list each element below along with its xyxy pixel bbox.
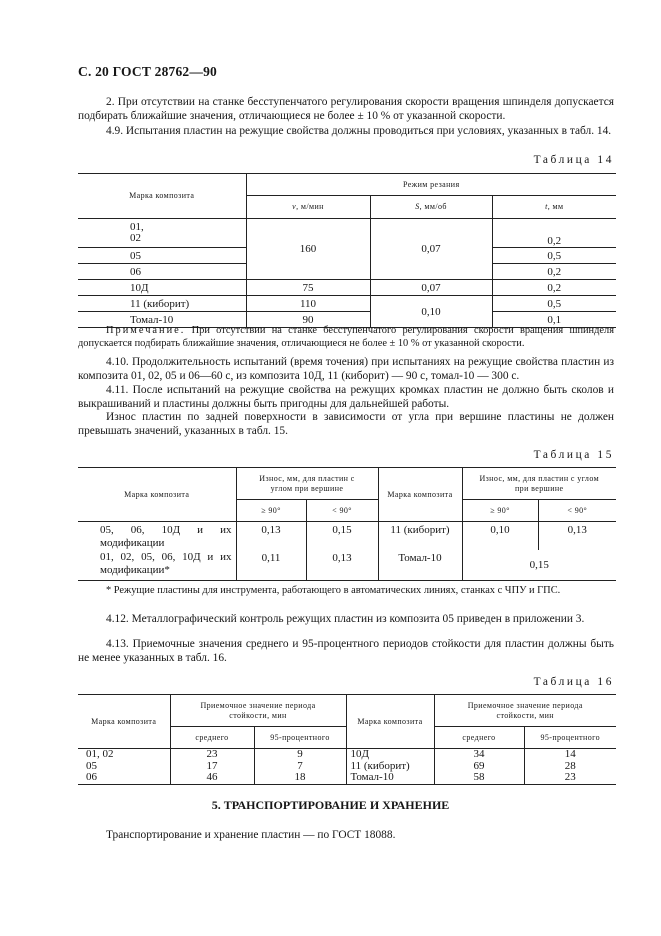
t15-cell: 0,15 [306,522,378,551]
t16-right-marka: 10Д 11 (киборит) Томал-10 [346,749,434,785]
t16-left-marka: 01, 02 05 06 [78,749,170,785]
t16-group-header: Приемочное значение периода стойкости, мин [170,695,346,727]
section-5-text: Транспортирование и хранение пластин — по ГОСТ 18088. [106,829,396,841]
t14-cell-t: 0,5 [492,296,616,312]
t14-col-s: S, мм/об [370,196,492,219]
t15-col-marka: Марка композита [378,468,462,522]
table-14-note: Примечание. При отсутствии на станке бесступенчатого регулирования скорости вращения шпинделя допускается подбирать ближайшие значения, отличающиеся не более ± 10 % от указанной скорости. [78,325,614,349]
t15-col-lt90: < 90° [306,500,378,522]
page-header: С. 20 ГОСТ 28762—90 [78,64,217,79]
t14-row-marka: 05 [78,248,246,264]
t15-cell: 0,13 [567,524,587,536]
t14-group-header: Режим резания [246,174,616,196]
t15-cell: 0,13 [236,522,306,551]
t16-group-header: Приемочное значение периода стойкости, мин [434,695,616,727]
t15-group-header: Износ, мм, для пластин с углом при вершине [236,468,378,500]
t14-cell-s: 0,07 [370,219,492,280]
t16-col-marka: Марка композита [78,695,170,749]
t15-col-ge90: ≥ 90° [462,500,538,522]
t16-col-95: 95-процентного [254,727,346,749]
paragraph-4-12: 4.12. Металлографический контроль режущих пластин из композита 05 приведен в приложении 3. [106,613,585,625]
t14-col-t: t, мм [492,196,616,219]
t14-cell-t: 0,5 [492,248,616,264]
t15-row-marka: 11 (киборит) [378,522,462,551]
t14-row-marka: 10Д [78,280,246,296]
t15-row-marka: 01, 02, 05, 06, 10Д и их модификации* [78,550,236,580]
t15-group-header: Износ, мм, для пластин с углом при вершине [462,468,616,500]
t15-cell-merged: 0,15 [462,550,616,580]
t14-row-marka: 06 [78,264,246,280]
t16-col-avg: среднего [434,727,524,749]
paragraph-4-11: 4.11. После испытаний на режущие свойства на режущих кромках пластин не должно быть сколов и выкрашиваний и пластины должны быть пригодны для дальнейшей работы. [78,384,614,410]
t15-col-marka: Марка композита [78,468,236,522]
table-14-note-text: При отсутствии на станке бесступенчатого регулирования скорости вращения шпинделя допускается подбирать ближайшие значения, отличающиеся не более ± 10 % от указанной скорости. [78,325,614,349]
t16-right-95: 14 28 23 [524,749,616,785]
t16-col-95: 95-процентного [524,727,616,749]
table-15-caption: Таблица 15 [533,449,614,461]
t15-col-ge90: ≥ 90° [236,500,306,522]
t14-cell-t: 0,2 [492,219,616,248]
t14-cell-s: 0,10 [370,296,492,328]
section-5-title: 5. ТРАНСПОРТИРОВАНИЕ И ХРАНЕНИЕ [211,798,450,812]
t15-col-lt90: < 90° [538,500,616,522]
t14-cell-t: 0,2 [492,280,616,296]
t16-left-avg: 23 17 46 [170,749,254,785]
table-16-caption: Таблица 16 [533,676,614,688]
table-14 [78,173,616,328]
paragraph-4-13: 4.13. Приемочные значения среднего и 95-процентного периодов стойкости для пластин должны быть не менее указанных в табл. 16. [78,638,614,664]
t16-right-avg: 34 69 58 [434,749,524,785]
t14-cell-v: 110 [246,296,370,312]
t14-cell-v: 160 [246,219,370,280]
t16-left-95: 9 7 18 [254,749,346,785]
t14-cell-t: 0,2 [492,264,616,280]
table-14-caption: Таблица 14 [533,154,614,166]
t15-row-marka: Томал-10 [378,550,462,580]
table-16 [78,694,616,785]
t14-cell-v: 90 [246,312,370,328]
t14-cell-s: 0,07 [370,280,492,296]
t14-col-v: v, м/мин [246,196,370,219]
t16-col-marka: Марка композита [346,695,434,749]
paragraph-4-10: 4.10. Продолжительность испытаний (время точения) при испытаниях на режущие свойства пластин из композита 01, 02, 05 и 06—60 с, из композита 10Д, 11 (киборит) — 90 с, томал-10 — 300 с. [78,356,614,382]
t14-cell-v: 75 [246,280,370,296]
t14-row-marka: 11 (киборит) [78,296,246,312]
paragraph-4-9: 4.9. Испытания пластин на режущие свойства должны проводиться при условиях, указанных в табл. 14. [106,125,612,137]
t14-row-marka: Томал-10 [78,312,246,328]
paragraph-4-11-wear: Износ пластин по задней поверхности в зависимости от угла при вершине пластины не должен превышать значений, указанных в табл. 15. [78,411,614,437]
t15-cell: 0,10 [462,522,538,551]
table-15-footnote: * Режущие пластины для инструмента, работающего в автоматических линиях, станках с ЧПУ и ГПС. [106,585,561,596]
t15-cell: 0,13 [306,550,378,580]
t15-cell: 0,11 [236,550,306,580]
paragraph-note-2: 2. При отсутствии на станке бесступенчатого регулирования скорости вращения шпинделя допускается подбирать ближайшие значения, отличающиеся не более ± 10 % от указанной скорости. [78,96,614,122]
t14-row-marka: 01, 02 [78,219,246,248]
t15-row-marka: 05, 06, 10Д и их модификации [78,522,236,551]
t14-col-marka: Марка композита [78,174,246,219]
t14-cell-t: 0,1 [492,312,616,328]
t16-col-avg: среднего [170,727,254,749]
table-15 [78,467,616,581]
